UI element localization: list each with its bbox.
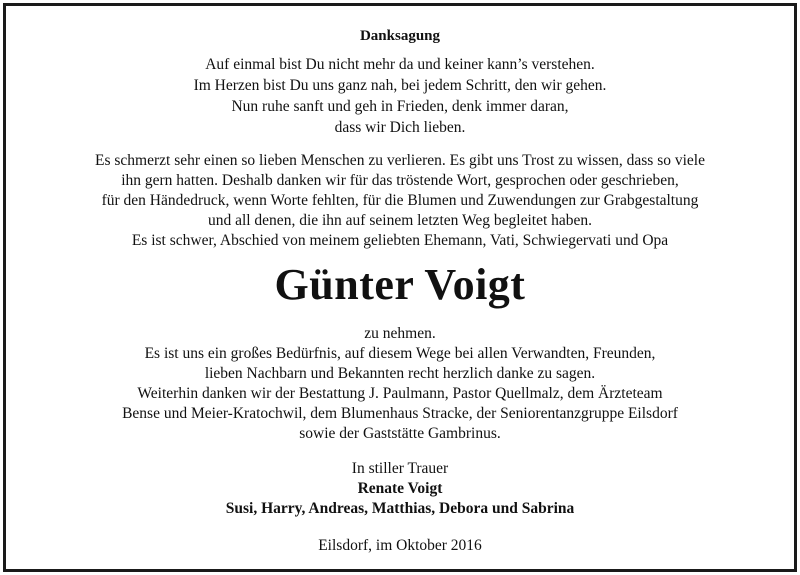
heading: Danksagung (359, 28, 441, 44)
poem-line: Auf einmal bist Du nicht mehr da und keiner kann’s verstehen. (205, 56, 595, 73)
family-names: Susi, Harry, Andreas, Matthias, Debora und Sabrina (225, 500, 575, 517)
obituary-frame (3, 3, 797, 572)
paragraph1-line: ihn gern hatten. Deshalb danken wir für das tröstende Wort, gesprochen oder geschrieben, (121, 172, 679, 189)
deceased-name: Günter Voigt (274, 260, 526, 309)
poem-line: dass wir Dich lieben. (334, 119, 466, 136)
poem-line: Nun ruhe sanft und geh in Frieden, denk immer daran, (231, 98, 569, 115)
obituary-content (6, 6, 794, 569)
paragraph1-line: Es ist schwer, Abschied von meinem geliebten Ehemann, Vati, Schwiegervati und Opa (131, 232, 669, 249)
paragraph1-line: für den Händedruck, wenn Worte fehlten, für die Blumen und Zuwendungen zur Grabgestaltung (101, 192, 699, 209)
poem-line: Im Herzen bist Du uns ganz nah, bei jedem Schritt, den wir gehen. (193, 77, 607, 94)
widow-name: Renate Voigt (357, 480, 443, 497)
paragraph2-line: Es ist uns ein großes Bedürfnis, auf diesem Wege bei allen Verwandten, Freunden, (144, 345, 656, 362)
mourning-intro: In stiller Trauer (351, 460, 449, 477)
paragraph2-line: zu nehmen. (364, 325, 436, 342)
paragraph2-line: Weiterhin danken wir der Bestattung J. Paulmann, Pastor Quellmalz, dem Ärzteteam (137, 385, 663, 402)
paragraph2-line: sowie der Gaststätte Gambrinus. (299, 425, 501, 442)
paragraph1-line: Es schmerzt sehr einen so lieben Menschen zu verlieren. Es gibt uns Trost zu wissen, dass so viele (95, 152, 705, 169)
paragraph2-line: lieben Nachbarn und Bekannten recht herzlich danke zu sagen. (204, 365, 596, 382)
paragraph1-line: und all denen, die ihn auf seinem letzten Weg begleitet haben. (207, 212, 593, 229)
place-date: Eilsdorf, im Oktober 2016 (318, 537, 482, 554)
paragraph2-line: Bense und Meier-Kratochwil, dem Blumenhaus Stracke, der Seniorentanzgruppe Eilsdorf (122, 405, 678, 422)
